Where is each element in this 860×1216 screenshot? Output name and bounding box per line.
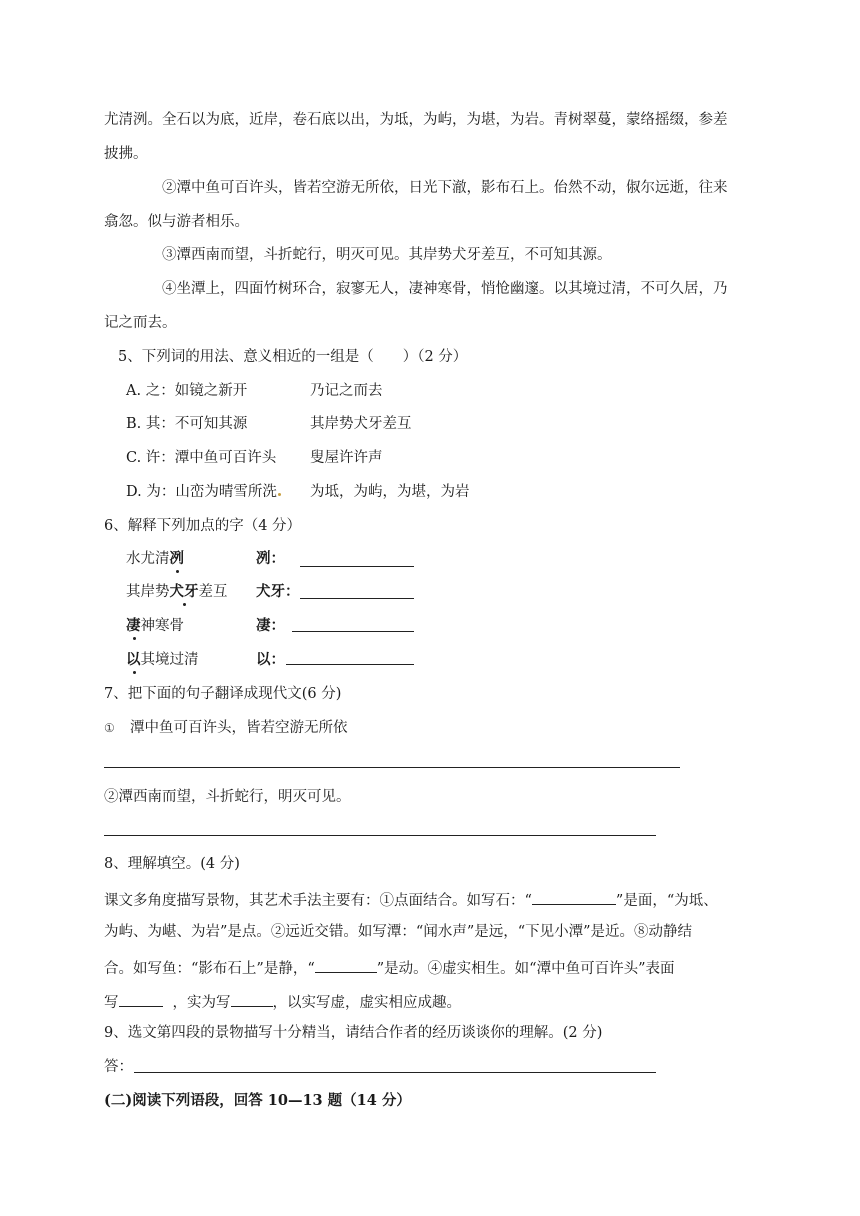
q7-answer-line-2[interactable] bbox=[104, 835, 656, 836]
q5-option-b-left: B. 其：不可知其源 bbox=[126, 416, 248, 432]
q7-sentence-1: 潭中鱼可百许头，皆若空游无所依 bbox=[130, 720, 348, 736]
q8-blank-4[interactable] bbox=[231, 990, 273, 1007]
q7-sentence-2: ②潭西南而望，斗折蛇行，明灭可见。 bbox=[104, 789, 351, 805]
q6-item-1-phrase: 水尤清冽 bbox=[126, 550, 184, 567]
q6-item-3-answer-line[interactable] bbox=[292, 631, 414, 632]
passage-para-3: ③潭西南而望，斗折蛇行，明灭可见。其岸势犬牙差互，不可知其源。 bbox=[162, 247, 612, 263]
q6-item-2-phrase: 其岸势犬牙差互 bbox=[126, 583, 228, 600]
passage-para-2-line-2: 翕忽。似与游者相乐。 bbox=[104, 214, 249, 230]
q6-item-4-phrase: 以其境过清 bbox=[126, 651, 199, 668]
q8-stem: 8、理解填空。(4 分) bbox=[104, 856, 240, 872]
stray-mark bbox=[278, 493, 281, 496]
q7-answer-line-1[interactable] bbox=[104, 767, 680, 768]
q5-option-c-left: C. 许：潭中鱼可百许头 bbox=[126, 450, 277, 466]
dotted-char: 凄 bbox=[126, 617, 141, 634]
q8-line-4: 写 ，实为写 ，以实写虚，虚实相应成趣。 bbox=[104, 990, 461, 1013]
q6-item-2-answer-line[interactable] bbox=[300, 598, 414, 599]
q6-item-3-label: 凄： bbox=[256, 617, 285, 634]
dotted-char: 犬牙 bbox=[169, 583, 199, 600]
dotted-char: 以 bbox=[126, 651, 141, 668]
q8-line-3: 合。如写鱼：“影布石上”是静，“ ”是动。④虚实相生。如“潭中鱼可百许头”表面 bbox=[104, 956, 675, 979]
q8-blank-1[interactable] bbox=[532, 888, 616, 905]
q6-item-1-label: 冽： bbox=[256, 550, 285, 567]
q5-option-c-right: 叟屋许许声 bbox=[310, 450, 383, 466]
q9-answer-label: 答： bbox=[104, 1059, 133, 1075]
q6-item-3-phrase: 凄神寒骨 bbox=[126, 617, 184, 634]
q6-item-1-answer-line[interactable] bbox=[300, 566, 414, 567]
passage-para-4-line-2: 记之而去。 bbox=[104, 315, 177, 331]
q6-stem: 6、解释下列加点的字（4 分） bbox=[104, 518, 302, 534]
q5-option-b-right: 其岸势犬牙差互 bbox=[310, 416, 412, 432]
q8-line-1: 课文多角度描写景物，其艺术手法主要有：①点面结合。如写石：“ ”是面，“为坻、 bbox=[104, 888, 718, 911]
q5-option-d-right: 为坻，为屿，为堪，为岩 bbox=[310, 484, 470, 500]
q6-item-4-answer-line[interactable] bbox=[286, 664, 414, 665]
q5-option-a-left: A. 之：如镜之新开 bbox=[126, 383, 248, 399]
q9-answer-line[interactable] bbox=[134, 1072, 656, 1073]
passage-para-2-line-1: ②潭中鱼可百许头，皆若空游无所依，日光下澈，影布石上。佁然不动，俶尔远逝，往来 bbox=[162, 180, 728, 196]
passage-line-1: 尤清洌。全石以为底，近岸，卷石底以出，为坻，为屿，为堪，为岩。青树翠蔓，蒙络摇缀，参差 bbox=[104, 112, 728, 128]
passage-line-2: 披拂。 bbox=[104, 146, 148, 162]
q8-line-2: 为屿、为嵁、为岩”是点。②远近交错。如写潭：“闻水声”是远，“下见小潭”是近。⑧动静结 bbox=[104, 924, 693, 940]
q6-item-2-label: 犬牙： bbox=[256, 583, 300, 600]
q7-stem: 7、把下面的句子翻译成现代文(6 分) bbox=[104, 686, 342, 702]
section-2-title: (二)阅读下列语段，回答 10—13 题（14 分） bbox=[104, 1092, 411, 1109]
q6-item-4-label: 以： bbox=[256, 651, 285, 668]
q9-stem: 9、选文第四段的景物描写十分精当，请结合作者的经历谈谈你的理解。(2 分) bbox=[104, 1025, 603, 1041]
dotted-char: 冽 bbox=[169, 550, 184, 567]
passage-para-4-line-1: ④坐潭上，四面竹树环合，寂寥无人，凄神寒骨，悄怆幽邃。以其境过清，不可久居，乃 bbox=[162, 281, 728, 297]
q8-blank-3[interactable] bbox=[119, 990, 163, 1007]
q8-blank-2[interactable] bbox=[315, 956, 377, 973]
q5-option-d-left: D. 为：山峦为晴雪所洗 bbox=[126, 482, 281, 502]
q5-option-a-right: 乃记之而去 bbox=[310, 383, 383, 399]
q7-sentence-1-number: ① bbox=[104, 721, 115, 735]
q5-stem: 5、下列词的用法、意义相近的一组是（ ）（2 分） bbox=[118, 349, 468, 365]
